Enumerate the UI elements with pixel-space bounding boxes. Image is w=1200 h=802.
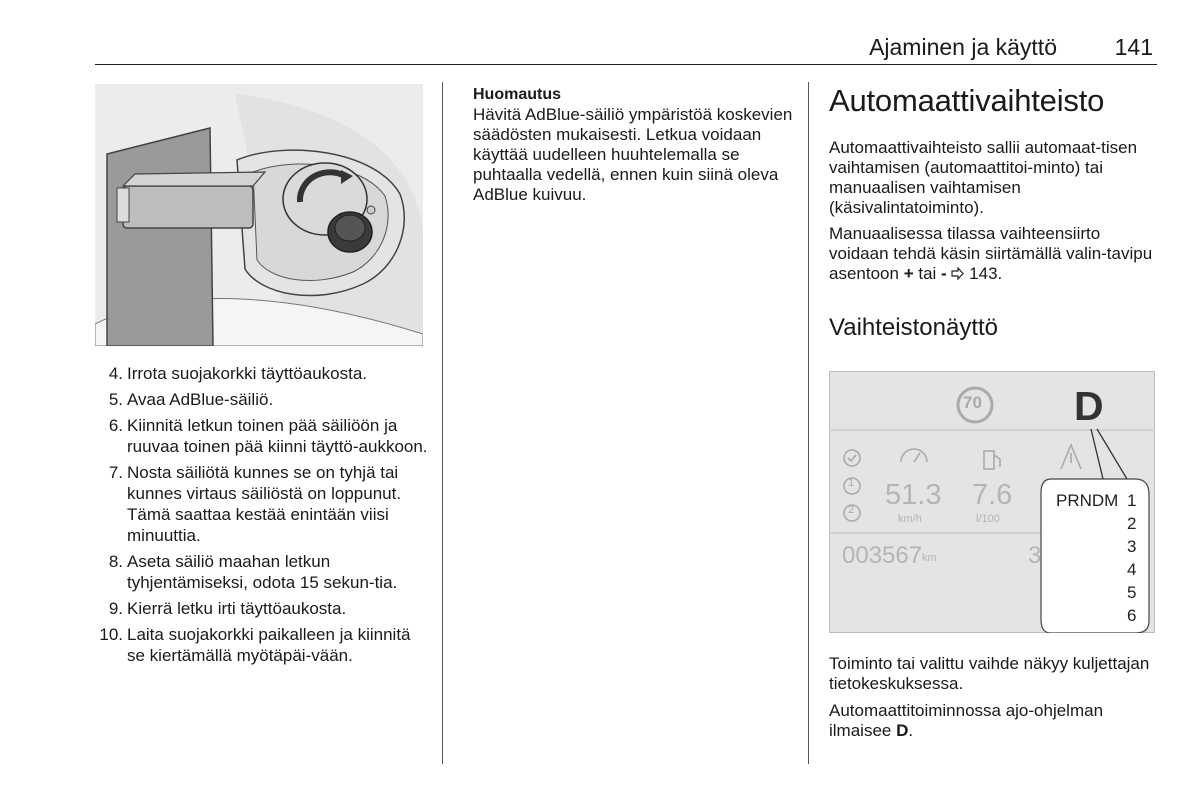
step-item (90, 389, 430, 410)
subsection-body (829, 654, 1159, 741)
column-divider-right (808, 82, 809, 764)
plus-symbol: + (903, 264, 914, 283)
step-item (90, 551, 430, 593)
note-text: Hävitä AdBlue-säiliö ympäristöä koskevien säädösten mukaisesti. Letkua voidaan käyttää uudelleen huuhtelemalla se puhtaalla vedellä, ennen kuin siinä oleva AdBlue kuivuu. (473, 105, 793, 204)
gear-number: 5 (1127, 583, 1137, 602)
right-column (829, 84, 1159, 342)
page-ref-arrow-icon (951, 265, 964, 278)
para-text: . (908, 721, 914, 740)
step-number: 4. (108, 364, 123, 383)
step-item (90, 624, 430, 666)
average-speed-value: 51.3 (885, 479, 942, 511)
subsection-paragraph-2 (829, 701, 1159, 741)
trip-partial-value: 3 (1028, 542, 1042, 569)
page-header (95, 34, 1157, 65)
average-speed-unit: km/h (898, 513, 922, 525)
adblue-filler-illustration (95, 84, 423, 346)
step-text: Laita suojakorkki paikalleen ja kiinnitä se kiertämällä myötäpäi-vään. (127, 625, 411, 665)
step-number: 5. (108, 390, 123, 409)
para2-text-a: Manuaalisessa tilassa vaihteensiirto voidaan tehdä käsin siirtämällä valin-tavipu asentoon (829, 224, 1153, 283)
step-text: Nosta säiliötä kunnes se on tyhjä tai kunnes virtaus säiliöstä on loppunut. Tämä saattaa kestää enintään viisi minuuttia. (127, 463, 402, 545)
note-title: Huomautus (473, 86, 561, 103)
page-ref: 143. (969, 264, 1003, 283)
gear-number: 3 (1127, 537, 1137, 556)
section-paragraph-2 (829, 224, 1159, 284)
gear-number: 4 (1127, 560, 1137, 579)
step-text: Avaa AdBlue-säiliö. (127, 390, 274, 409)
step-number: 10. (99, 625, 123, 644)
subsection-heading: Vaihteistonäyttö (829, 314, 998, 341)
step-item (90, 462, 430, 546)
step-item (90, 415, 430, 457)
step-item (90, 363, 430, 384)
step-text: Kiinnitä letkun toinen pää säiliöön ja ruuvaa toinen pää kiinni täyttö-aukkoon. (127, 416, 428, 456)
gear-number: 6 (1127, 606, 1137, 625)
step-number: 8. (108, 552, 123, 571)
step-number: 7. (108, 463, 123, 482)
step-text: Kierrä letku irti täyttöaukosta. (127, 599, 347, 618)
para2-text-b: tai (913, 264, 942, 283)
consumption-unit: l/100 (976, 513, 1000, 525)
gear-display-illustration (829, 371, 1155, 633)
consumption-value: 7.6 (972, 479, 1013, 511)
trip-1-icon: 1 (848, 477, 855, 489)
para-text: Automaattitoiminnossa ajo-ohjelman ilmaisee (829, 701, 1104, 740)
step-number: 9. (108, 599, 123, 618)
step-text: Aseta säiliö maahan letkun tyhjentämiseksi, odota 15 sekun-tia. (127, 552, 398, 592)
odometer-value: 003567 (842, 542, 923, 569)
note-box (473, 85, 793, 205)
step-text: Irrota suojakorkki täyttöaukosta. (127, 364, 368, 383)
page-number: 141 (1114, 34, 1153, 60)
gear-number: 2 (1127, 514, 1137, 533)
filler-drawing (95, 84, 423, 346)
gear-prefix-label: PRNDM (1056, 491, 1119, 510)
odometer-unit: km (922, 552, 937, 564)
instruction-steps (90, 363, 430, 671)
section-heading: Automaattivaihteisto (829, 83, 1105, 118)
step-item (90, 598, 430, 619)
gear-number: 1 (1127, 491, 1137, 510)
section-paragraph-1: Automaattivaihteisto sallii automaat-tisen vaihtamisen (automaattitoi-minto) tai manuaalisen vaihtamisen (käsivalintatoiminto). (829, 138, 1138, 217)
subsection-paragraph-1: Toiminto tai valittu vaihde näkyy kuljettajan tietokeskuksessa. (829, 654, 1150, 693)
minus-symbol: - (941, 264, 947, 283)
speed-limit-sign: 70 (963, 393, 982, 412)
running-title: Ajaminen ja käyttö (869, 34, 1057, 60)
trip-2-icon: 2 (848, 504, 855, 516)
step-number: 6. (108, 416, 123, 435)
drive-symbol: D (896, 721, 909, 740)
column-divider-left (442, 82, 443, 764)
current-gear: D (1074, 383, 1104, 429)
